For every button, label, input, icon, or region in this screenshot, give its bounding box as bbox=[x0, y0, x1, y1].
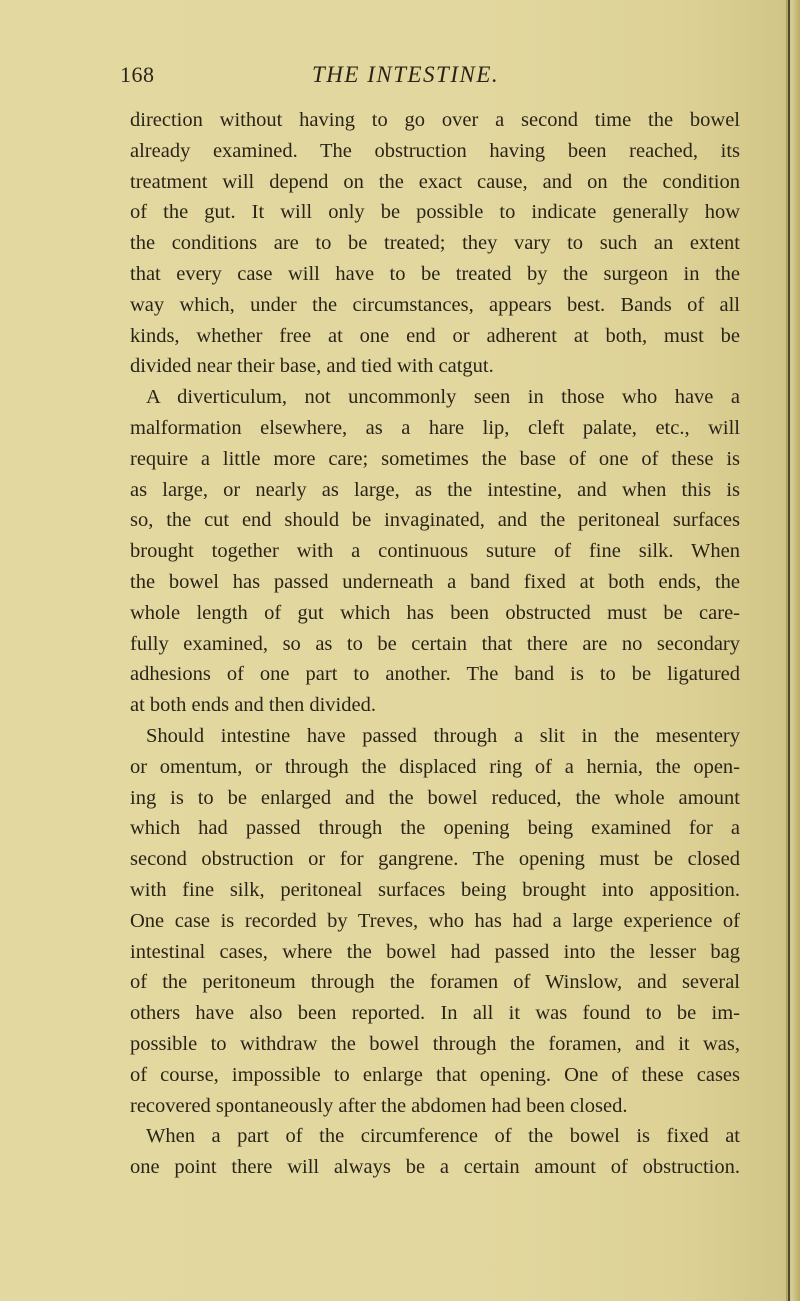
text-line: require a little more care; sometimes the base of one of these is bbox=[130, 447, 740, 470]
text-line: malformation elsewhere, as a hare lip, cleft palate, etc., will bbox=[130, 416, 740, 439]
text-line: as large, or nearly as large, as the intestine, and when this is bbox=[130, 478, 740, 501]
running-title: THE INTESTINE. bbox=[312, 62, 500, 87]
text-line: of the gut. It will only be possible to indicate generally how bbox=[130, 201, 740, 224]
text-line: treatment will depend on the exact cause, and on the condition bbox=[130, 170, 740, 193]
text-line: one point there will always be a certain amount of obstruction. bbox=[130, 1156, 740, 1179]
text-line: Should intestine have passed through a slit in the mesentery bbox=[146, 724, 740, 747]
text-line: at both ends and then divided. bbox=[130, 694, 376, 717]
text-line: A diverticulum, not uncommonly seen in those who have a bbox=[146, 386, 740, 409]
page-number: 168 bbox=[120, 62, 155, 87]
text-line: which had passed through the opening being examined for a bbox=[130, 817, 740, 840]
text-line: with fine silk, peritoneal surfaces being brought into apposition. bbox=[130, 878, 740, 901]
text-line: brought together with a continuous suture of fine silk. When bbox=[130, 540, 740, 563]
text-line: possible to withdraw the bowel through the foramen, and it was, bbox=[130, 1032, 740, 1055]
text-line: of course, impossible to enlarge that opening. One of these cases bbox=[130, 1063, 740, 1086]
text-line: whole length of gut which has been obstructed must be care- bbox=[130, 601, 740, 624]
text-line: When a part of the circumference of the bowel is fixed at bbox=[146, 1125, 740, 1148]
text-line: the conditions are to be treated; they vary to such an extent bbox=[130, 232, 740, 255]
text-line: One case is recorded by Treves, who has had a large experience of bbox=[130, 909, 740, 932]
text-line: that every case will have to be treated by the surgeon in the bbox=[130, 262, 740, 285]
text-line: recovered spontaneously after the abdomen had been closed. bbox=[130, 1094, 628, 1117]
text-line: others have also been reported. In all it was found to be im- bbox=[130, 1002, 740, 1025]
text-line: second obstruction or for gangrene. The opening must be closed bbox=[130, 848, 740, 871]
text-line: direction without having to go over a second time the bowel bbox=[130, 109, 740, 131]
page-edge-line bbox=[788, 0, 790, 1301]
text-line: the bowel has passed underneath a band fixed at both ends, the bbox=[130, 570, 740, 593]
body-text bbox=[130, 105, 740, 1183]
text-line: kinds, whether free at one end or adherent at both, must be bbox=[130, 324, 740, 347]
text-line: already examined. The obstruction having been reached, its bbox=[130, 139, 740, 162]
text-line: divided near their base, and tied with catgut. bbox=[130, 355, 494, 378]
text-line: adhesions of one part to another. The band is to be ligatured bbox=[130, 663, 740, 686]
text-line: intestinal cases, where the bowel had passed into the lesser bag bbox=[130, 940, 740, 963]
text-line: of the peritoneum through the foramen of Winslow, and several bbox=[130, 971, 740, 994]
text-line: or omentum, or through the displaced ring of a hernia, the open- bbox=[130, 755, 740, 778]
page-header bbox=[120, 62, 740, 92]
text-line: way which, under the circumstances, appears best. Bands of all bbox=[130, 293, 740, 316]
text-line: so, the cut end should be invaginated, and the peritoneal surfaces bbox=[130, 509, 740, 532]
text-line: ing is to be enlarged and the bowel reduced, the whole amount bbox=[130, 786, 740, 809]
text-line: fully examined, so as to be certain that there are no secondary bbox=[130, 632, 740, 655]
